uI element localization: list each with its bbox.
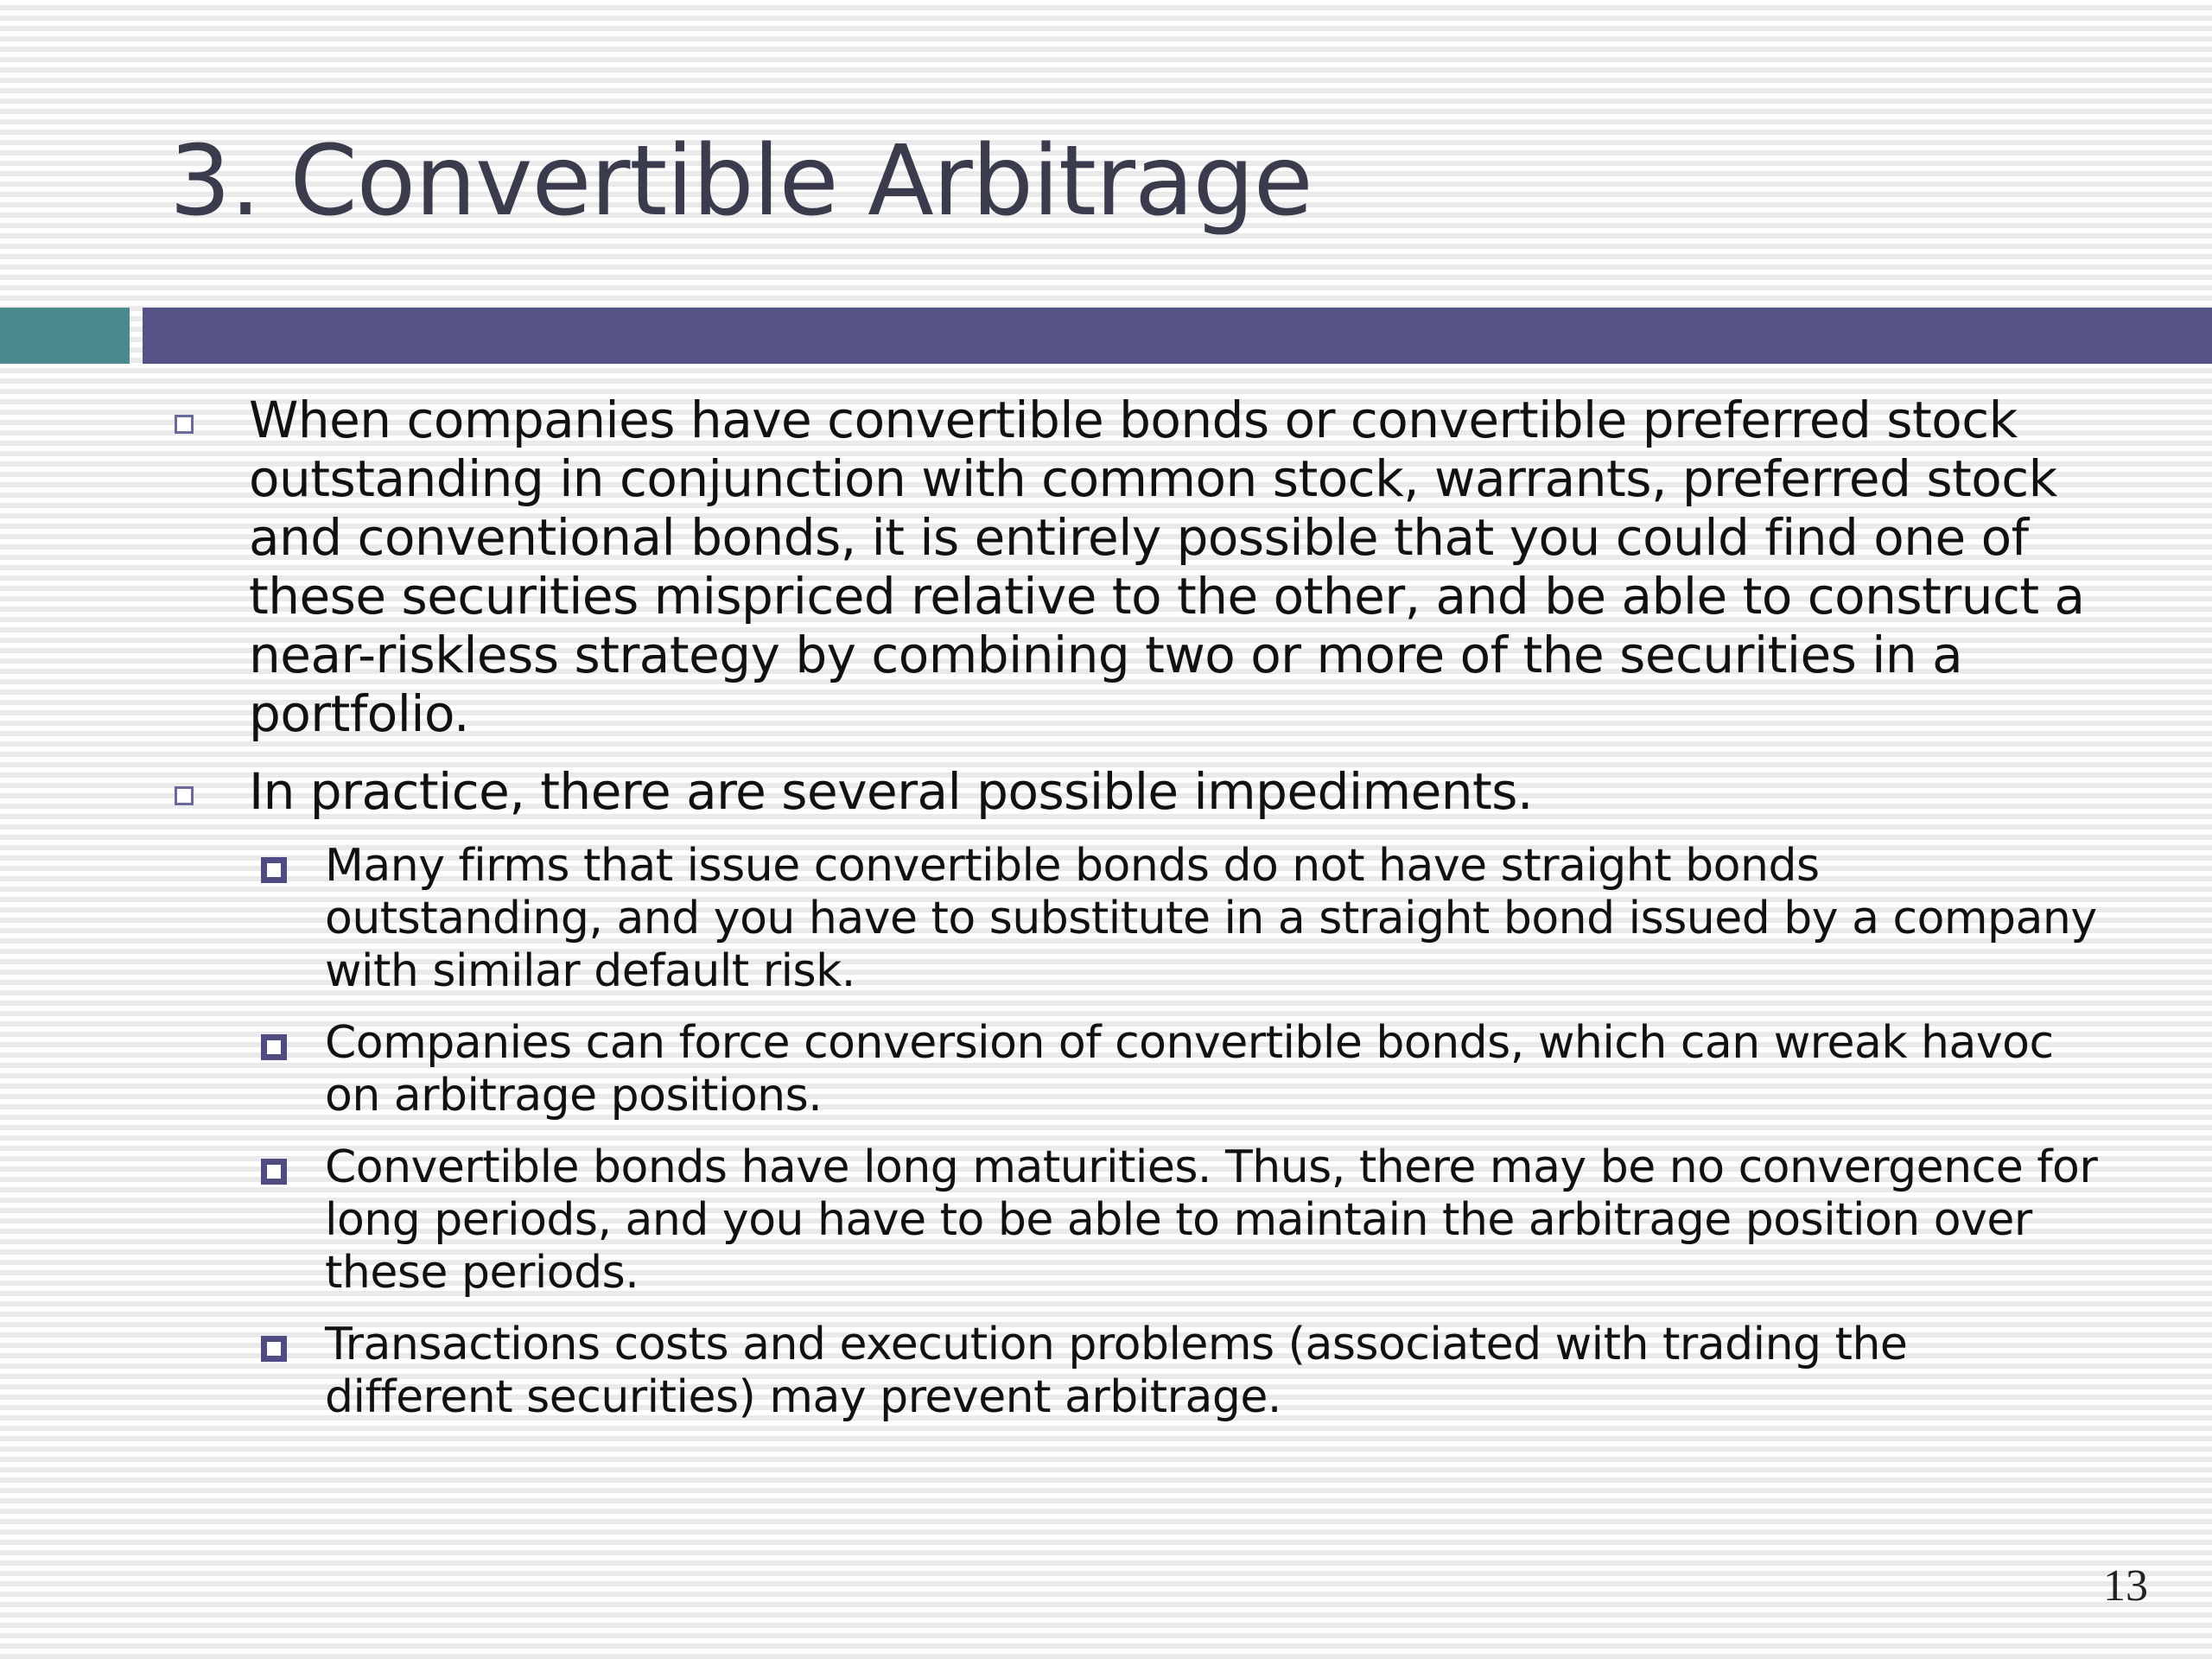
slide-body — [169, 391, 2105, 1443]
sub-bullet-text: Many firms that issue convertible bonds do not have straight bonds outstanding, and you have to substitute in a straight bond issued by a company with similar default risk. — [325, 840, 2097, 997]
filled-square-bullet-icon — [261, 857, 287, 883]
slide-title: 3. Convertible Arbitrage — [169, 125, 1313, 238]
sub-bullet-text: Convertible bonds have long maturities. Thus, there may be no convergence for long periods, and you have to be able to maintain the arbitrage position over these periods. — [325, 1141, 2098, 1299]
bullet-text: When companies have convertible bonds or convertible preferred stock outstanding in conjunction with common stock, warrants, preferred stock and conventional bonds, it is entirely possible that you could find one of these securities mispriced relative to the other, and be able to construct a near-riskless strategy by combining two or more of the securities in a portfolio. — [249, 391, 2085, 743]
bullet-text: In practice, there are several possible impediments. — [249, 762, 1533, 821]
bullet-item — [169, 762, 2105, 821]
filled-square-bullet-icon — [261, 1034, 287, 1060]
hollow-square-bullet-icon — [175, 786, 194, 805]
sub-bullet-text: Companies can force conversion of convertible bonds, which can wreak havoc on arbitrage positions. — [325, 1017, 2054, 1122]
sub-bullet-text: Transactions costs and execution problems (associated with trading the different securities) may prevent arbitrage. — [325, 1319, 1908, 1423]
sub-bullet-item — [325, 1017, 2105, 1122]
sub-bullet-item — [325, 1319, 2105, 1424]
sub-bullet-item — [325, 840, 2105, 998]
hollow-square-bullet-icon — [175, 415, 194, 434]
sub-bullet-item — [325, 1141, 2105, 1300]
title-accent-bar-teal — [0, 308, 130, 364]
filled-square-bullet-icon — [261, 1336, 287, 1362]
page-number: 13 — [2103, 1561, 2148, 1611]
title-accent-bar-purple — [143, 308, 2212, 364]
filled-square-bullet-icon — [261, 1159, 287, 1185]
bullet-item — [169, 391, 2105, 743]
